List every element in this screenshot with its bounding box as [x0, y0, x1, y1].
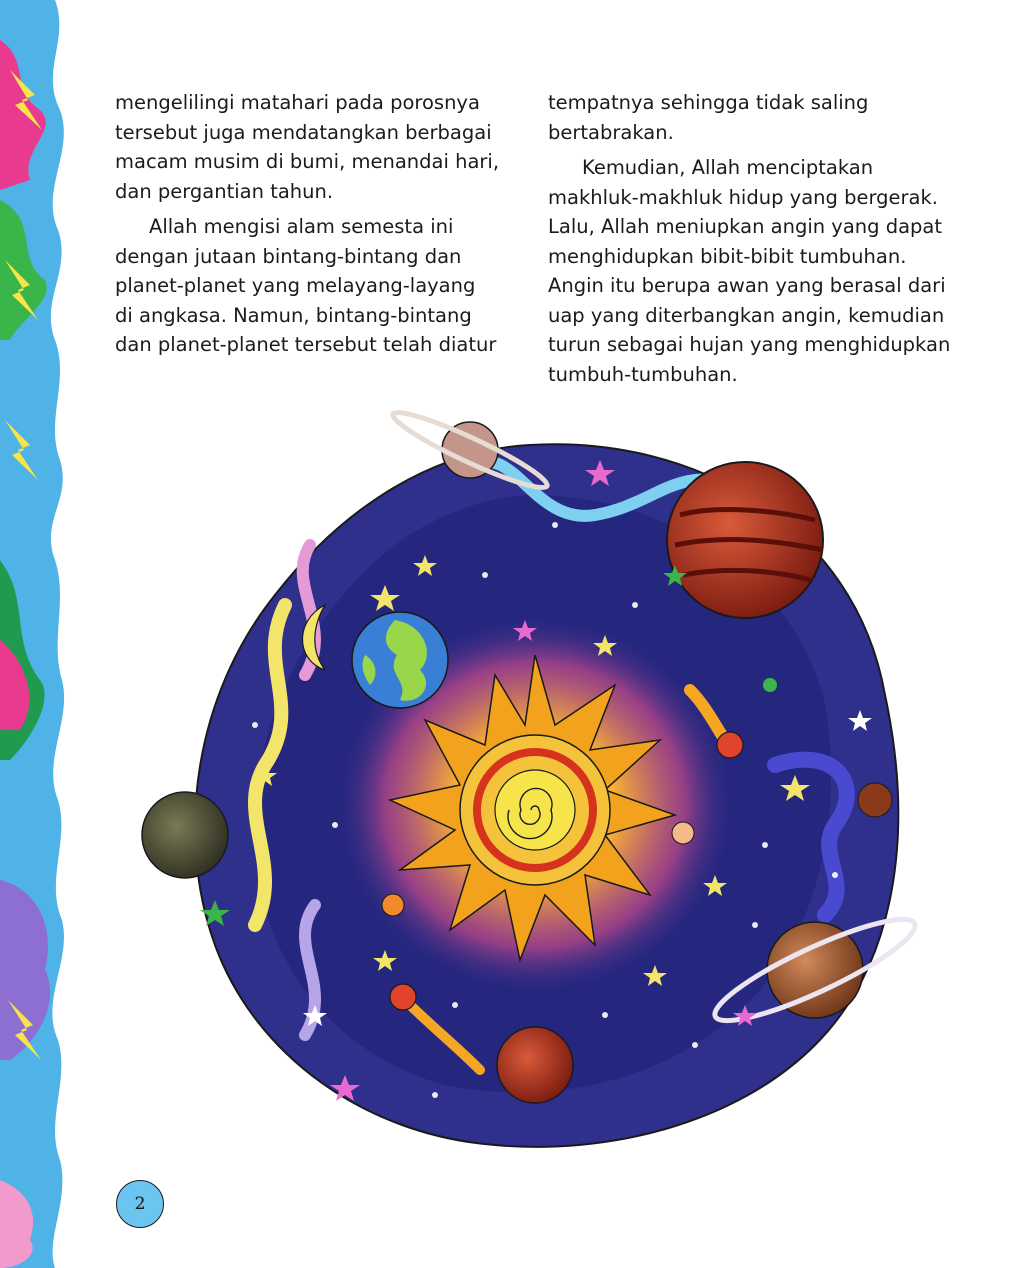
text-line: menghidupkan bibit-bibit tumbuhan.	[548, 244, 907, 268]
decorative-border	[0, 0, 70, 1268]
green-planet	[763, 678, 777, 692]
text-line: tumbuh-tumbuhan.	[548, 362, 738, 386]
solar-system-illustration	[135, 405, 925, 1165]
page-number: 2	[134, 1194, 146, 1214]
text-column-left	[115, 88, 515, 366]
paragraph	[115, 212, 515, 360]
paragraph	[115, 88, 515, 206]
text-line: uap yang diterbangkan angin, kemudian	[548, 303, 945, 327]
orange-planet	[382, 894, 404, 916]
text-line: mengelilingi matahari pada porosnya	[115, 91, 480, 114]
text-line: Lalu, Allah meniupkan angin yang dapat	[548, 215, 943, 238]
peach-planet	[672, 822, 694, 844]
text-line: planet-planet yang melayang-layang	[115, 274, 476, 297]
text-line: bertabrakan.	[548, 120, 674, 144]
crimson-planet	[497, 1027, 573, 1103]
paragraph	[548, 153, 968, 389]
paragraph	[548, 88, 968, 147]
text-line: makhluk-makhluk hidup yang bergerak.	[548, 185, 938, 209]
text-line: dengan jutaan bintang-bintang dan	[115, 244, 462, 268]
text-line: dan planet-planet tersebut telah diatur	[115, 333, 497, 356]
red-planet	[667, 462, 823, 618]
text-line: Kemudian, Allah menciptakan	[582, 156, 874, 179]
text-line: macam musim di bumi, menandai hari,	[115, 150, 500, 173]
dark-planet	[142, 792, 228, 878]
text-line: tersebut juga mendatangkan berbagai	[115, 120, 492, 144]
text-column-right	[548, 88, 968, 395]
text-line: dan pergantian tahun.	[115, 179, 334, 203]
text-line: di angkasa. Namun, bintang-bintang	[115, 303, 472, 327]
text-line: Angin itu berupa awan yang berasal dari	[548, 274, 946, 297]
page-number-badge	[116, 1180, 164, 1228]
earth-planet	[352, 612, 448, 708]
text-line: tempatnya sehingga tidak saling	[548, 91, 869, 114]
text-line: turun sebagai hujan yang menghidupkan	[548, 333, 951, 356]
text-line: Allah mengisi alam semesta ini	[149, 215, 454, 238]
brown-planet	[858, 783, 892, 817]
